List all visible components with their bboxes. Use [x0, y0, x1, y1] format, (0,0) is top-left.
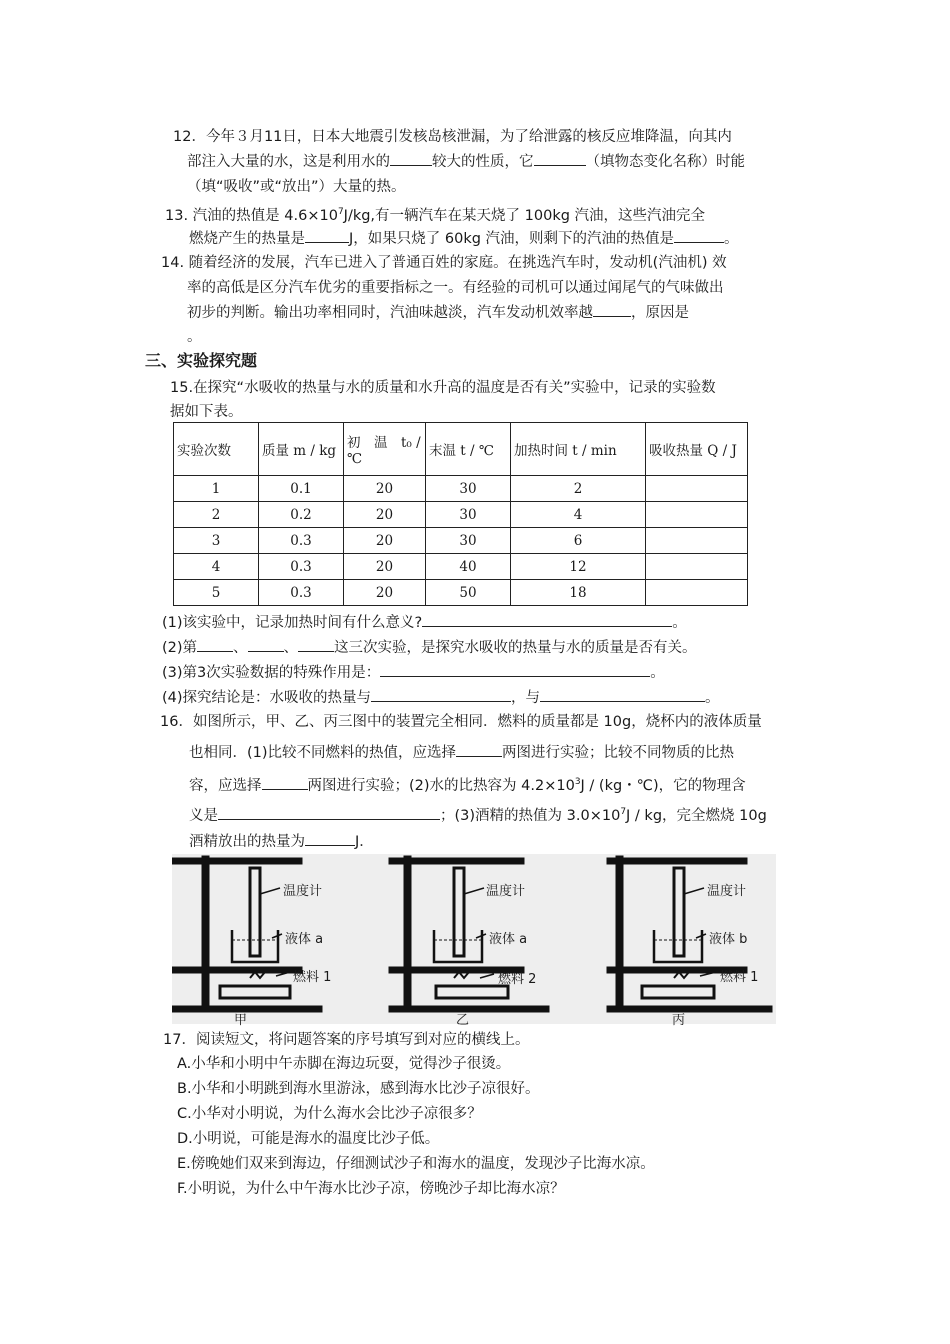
q13-exponent: 7 — [337, 207, 344, 217]
table-cell: 0.3 — [259, 554, 344, 580]
table-cell: 12 — [511, 554, 646, 580]
q13-blank-1[interactable] — [305, 228, 349, 243]
q13-line2 — [189, 228, 739, 249]
table-header: 实验次数 — [174, 423, 259, 476]
q15-line2: 据如下表。 — [170, 404, 243, 420]
q15-part1-end: 。 — [672, 615, 687, 631]
table-cell: 20 — [344, 502, 426, 528]
q16-line5 — [189, 831, 374, 852]
experiment-table — [173, 422, 748, 606]
apparatus-figure — [172, 854, 776, 1028]
q12-line3: （填“吸收”或“放出”）大量的热。 — [187, 179, 406, 195]
q16-text-i: 酒精放出的热量为 — [189, 834, 305, 850]
q16-blank-1[interactable] — [456, 742, 502, 757]
q15-part2-rest: 这三次实验，是探究水吸收的热量与水的质量是否有关。 — [334, 640, 697, 656]
q15-part1 — [162, 612, 687, 633]
table-header: 初 温 t₀ / ℃ — [344, 423, 426, 476]
table-cell: 20 — [344, 528, 426, 554]
section-heading: 三、实验探究题 — [145, 351, 258, 370]
table-cell: 30 — [426, 528, 511, 554]
table-cell: 0.3 — [259, 580, 344, 606]
q16-line3 — [189, 772, 746, 796]
table-header: 加热时间 t / min — [511, 423, 646, 476]
table-cell: 3 — [174, 528, 259, 554]
table-row — [174, 528, 748, 554]
q15-sep: 、 — [233, 640, 248, 656]
q16-blank-3[interactable] — [218, 805, 440, 820]
q17-item-e: E.傍晚她们双来到海边，仔细测试沙子和海水的温度，发现沙子比海水凉。 — [177, 1156, 655, 1172]
q15-blank-4[interactable] — [298, 637, 334, 652]
q14-line2: 率的高低是区分汽车优劣的重要指标之一。有经验的司机可以通过闻尾气的气味做出 — [187, 280, 724, 296]
table-header: 吸收热量 Q / J — [646, 423, 748, 476]
liquid-label: 液体 a — [489, 932, 528, 947]
q17-item-a: A.小华和小明中午赤脚在海边玩耍，觉得沙子很烫。 — [177, 1056, 511, 1072]
q14-line4: 。 — [187, 329, 202, 345]
q13-blank-2[interactable] — [674, 228, 724, 243]
q15-blank-2[interactable] — [197, 637, 233, 652]
q14-text-a: 初步的判断。输出功率相同时，汽油味越淡，汽车发动机效率越 — [187, 305, 593, 321]
q14-blank-1[interactable] — [593, 302, 631, 317]
q13-text-b: J/kg,有一辆汽车在某天烧了 100kg 汽油，这些汽油完全 — [343, 207, 706, 224]
table-cell: 0.1 — [259, 476, 344, 502]
q17-item-d: D.小明说，可能是海水的温度比沙子低。 — [177, 1131, 440, 1147]
table-header: 质量 m / kg — [259, 423, 344, 476]
table-cell: 18 — [511, 580, 646, 606]
thermometer-label: 温度计 — [707, 884, 747, 899]
q16-line4 — [189, 802, 767, 826]
q15-part2 — [162, 637, 697, 658]
q12-blank-2[interactable] — [534, 151, 586, 166]
q16-text-f: 义是 — [189, 807, 218, 824]
thermometer-label: 温度计 — [486, 884, 526, 899]
q13-text-d: J，如果只烧了 60kg 汽油，则剩下的汽油的热值是 — [349, 231, 675, 247]
table-cell: 0.3 — [259, 528, 344, 554]
table-row — [174, 502, 748, 528]
table-row — [174, 476, 748, 502]
q17-line1: 17．阅读短文，将问题答案的序号填写到对应的横线上。 — [163, 1032, 530, 1048]
q16-line2 — [189, 742, 734, 763]
q16-text-g: ；(3)酒精的热值为 3.0×10 — [440, 807, 621, 824]
q12-text-b: 较大的性质，它 — [432, 154, 534, 170]
table-cell: 20 — [344, 580, 426, 606]
q12-text-c: （填物态变化名称）时能 — [585, 154, 745, 170]
q15-line1: 15.在探究“水吸收的热量与水的质量和水升高的温度是否有关”实验中，记录的实验数 — [170, 380, 716, 396]
table-cell: 30 — [426, 502, 511, 528]
q16-text-e: J / (kg・℃)，它的物理含 — [580, 777, 746, 794]
q17-item-b: B.小华和小明跳到海水里游泳，感到海水比沙子凉很好。 — [177, 1081, 540, 1097]
q15-part4 — [162, 687, 720, 708]
q17-item-c: C.小华对小明说，为什么海水会比沙子凉很多？ — [177, 1106, 482, 1122]
table-header: 末温 t / ℃ — [426, 423, 511, 476]
table-cell: 50 — [426, 580, 511, 606]
q16-text-b: 两图进行实验；比较不同物质的比热 — [502, 745, 735, 761]
apparatus-drawing — [172, 854, 776, 1024]
q12-line2 — [187, 151, 745, 172]
table-cell: 20 — [344, 476, 426, 502]
fuel-label: 燃料 1 — [293, 970, 332, 985]
table-cell: 5 — [174, 580, 259, 606]
q15-sep: 、 — [283, 640, 299, 656]
q16-blank-2[interactable] — [262, 775, 308, 790]
table-cell: 20 — [344, 554, 426, 580]
table-row — [174, 554, 748, 580]
q12-text-a: 部注入大量的水，这是利用水的 — [187, 154, 390, 170]
q16-text-j: J． — [355, 834, 374, 850]
thermometer-label: 温度计 — [283, 884, 323, 899]
table-cell[interactable] — [646, 580, 748, 606]
q17-item-f: F.小明说，为什么中午海水比沙子凉，傍晚沙子却比海水凉？ — [177, 1181, 565, 1197]
q16-text-d: 两图进行实验；(2)水的比热容为 4.2×10 — [307, 777, 575, 794]
table-cell[interactable] — [646, 554, 748, 580]
q13-text-a: 13. 汽油的热值是 4.6×10 — [165, 207, 338, 224]
q14-text-b: ，原因是 — [631, 305, 689, 321]
q15-part3-text: (3)第3次实验数据的特殊作用是： — [162, 665, 381, 681]
caption-yi: 乙 — [456, 1013, 470, 1028]
q13-text-e: 。 — [724, 231, 739, 247]
q15-blank-7[interactable] — [540, 687, 705, 702]
table-cell: 6 — [511, 528, 646, 554]
table-cell: 40 — [426, 554, 511, 580]
liquid-label: 液体 a — [285, 932, 324, 947]
table-cell[interactable] — [646, 476, 748, 502]
table-cell: 30 — [426, 476, 511, 502]
q13-text-c: 燃烧产生的热量是 — [189, 231, 305, 247]
q12-blank-1[interactable] — [390, 151, 432, 166]
q14-line3 — [187, 302, 689, 323]
q15-part4-end: 。 — [705, 690, 720, 706]
q15-blank-3[interactable] — [248, 637, 284, 652]
q16-text-h: J / kg，完全燃烧 10g — [626, 807, 767, 824]
q12-line1: 12．今年３月11日，日本大地震引发核岛核泄漏，为了给泄露的核反应堆降温，向其内 — [173, 129, 732, 145]
q16-exponent-1: 3 — [574, 777, 581, 787]
table-cell: 4 — [174, 554, 259, 580]
fuel-label: 燃料 2 — [498, 972, 537, 987]
table-cell: 0.2 — [259, 502, 344, 528]
q15-part3-end: 。 — [650, 665, 665, 681]
table-row — [174, 580, 748, 606]
table-header-row — [174, 423, 748, 476]
fuel-label: 燃料 1 — [720, 970, 759, 985]
table-cell: 2 — [174, 502, 259, 528]
liquid-label: 液体 b — [709, 932, 748, 947]
q16-text-a: 也相同．(1)比较不同燃料的热值，应选择 — [189, 745, 457, 761]
table-cell[interactable] — [646, 528, 748, 554]
q15-part4-mid: ，与 — [511, 690, 541, 706]
caption-bing: 丙 — [672, 1013, 686, 1028]
q14-line1: 14. 随着经济的发展，汽车已进入了普通百姓的家庭。在挑选汽车时，发动机(汽油机) 效 — [161, 255, 727, 271]
q16-line1: 16．如图所示，甲、乙、丙三图中的装置完全相同．燃料的质量都是 10g，烧杯内的液体质量 — [160, 714, 762, 730]
q15-blank-5[interactable] — [380, 662, 650, 677]
q15-part3 — [162, 662, 665, 683]
q15-blank-1[interactable] — [422, 612, 672, 627]
q15-part4-text: (4)探究结论是：水吸收的热量与 — [162, 690, 372, 706]
q15-part1-text: (1)该实验中，记录加热时间有什么意义? — [162, 615, 423, 631]
q16-exponent-2: 7 — [620, 807, 627, 817]
table-cell: 1 — [174, 476, 259, 502]
q16-blank-4[interactable] — [305, 831, 355, 846]
q16-text-c: 容，应选择 — [189, 777, 262, 794]
q13-line1 — [165, 202, 705, 226]
table-cell: 2 — [511, 476, 646, 502]
q15-blank-6[interactable] — [371, 687, 511, 702]
caption-jia: 甲 — [234, 1013, 248, 1028]
table-cell[interactable] — [646, 502, 748, 528]
table-cell: 4 — [511, 502, 646, 528]
q15-part2-text: (2)第 — [162, 640, 198, 656]
